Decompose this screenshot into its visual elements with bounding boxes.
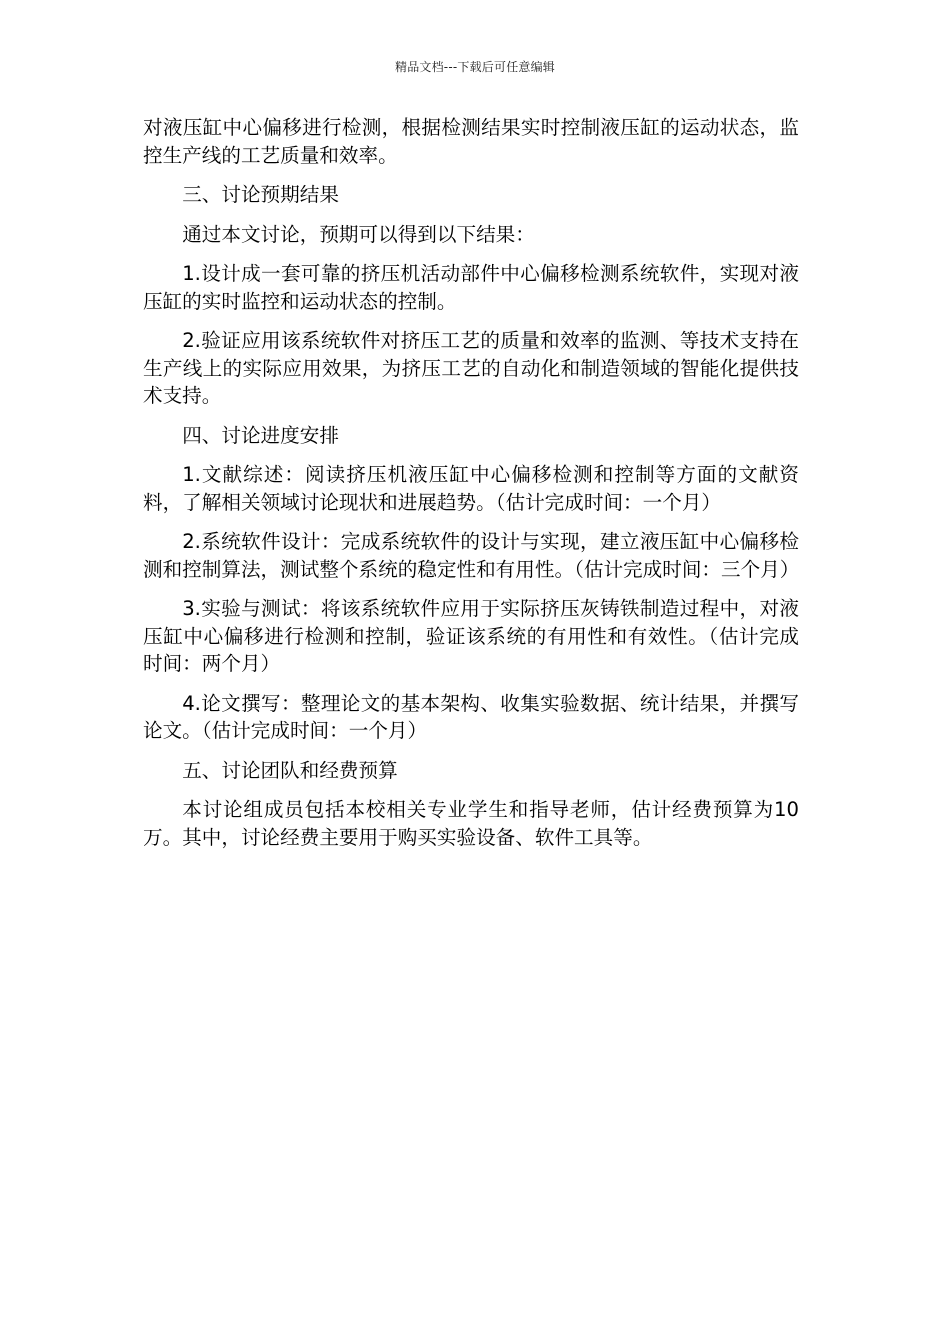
schedule-item-2: 2.系统软件设计：完成系统软件的设计与实现，建立液压缸中心偏移检测和控制算法，测试整个系统的稳定性和有用性。（估计完成时间：三个月）: [143, 530, 800, 581]
document-body: [143, 114, 799, 863]
team-budget-paragraph: 本讨论组成员包括本校相关专业学生和指导老师，估计经费预算为10万。其中，讨论经费主要用于购买实验设备、软件工具等。: [143, 798, 799, 849]
section-heading-schedule: 四、讨论进度安排: [182, 423, 339, 447]
schedule-item-3: 3.实验与测试：将该系统软件应用于实际挤压灰铸铁制造过程中，对液压缸中心偏移进行检测和控制，验证该系统的有用性和有效性。（估计完成时间：两个月）: [143, 597, 799, 675]
expected-results-intro: 通过本文讨论，预期可以得到以下结果：: [182, 222, 535, 246]
expected-result-2: 2.验证应用该系统软件对挤压工艺的质量和效率的监测、等技术支持在生产线上的实际应用效果，为挤压工艺的自动化和制造领域的智能化提供技术支持。: [143, 329, 799, 407]
schedule-item-1: 1.文献综述：阅读挤压机液压缸中心偏移检测和控制等方面的文献资料，了解相关领域讨论现状和进展趋势。（估计完成时间：一个月）: [143, 463, 799, 514]
page-header: 精品文档---下载后可任意编辑: [395, 60, 555, 74]
section-heading-team-budget: 五、讨论团队和经费预算: [182, 758, 398, 782]
expected-result-1: 1.设计成一套可靠的挤压机活动部件中心偏移检测系统软件，实现对液压缸的实时监控和运动状态的控制。: [143, 262, 799, 313]
continued-paragraph: 对液压缸中心偏移进行检测，根据检测结果实时控制液压缸的运动状态，监控生产线的工艺质量和效率。: [143, 116, 799, 167]
section-heading-expected-results: 三、讨论预期结果: [182, 183, 339, 206]
schedule-item-4: 4.论文撰写：整理论文的基本架构、收集实验数据、统计结果，并撰写论文。（估计完成时间：一个月）: [143, 691, 799, 742]
